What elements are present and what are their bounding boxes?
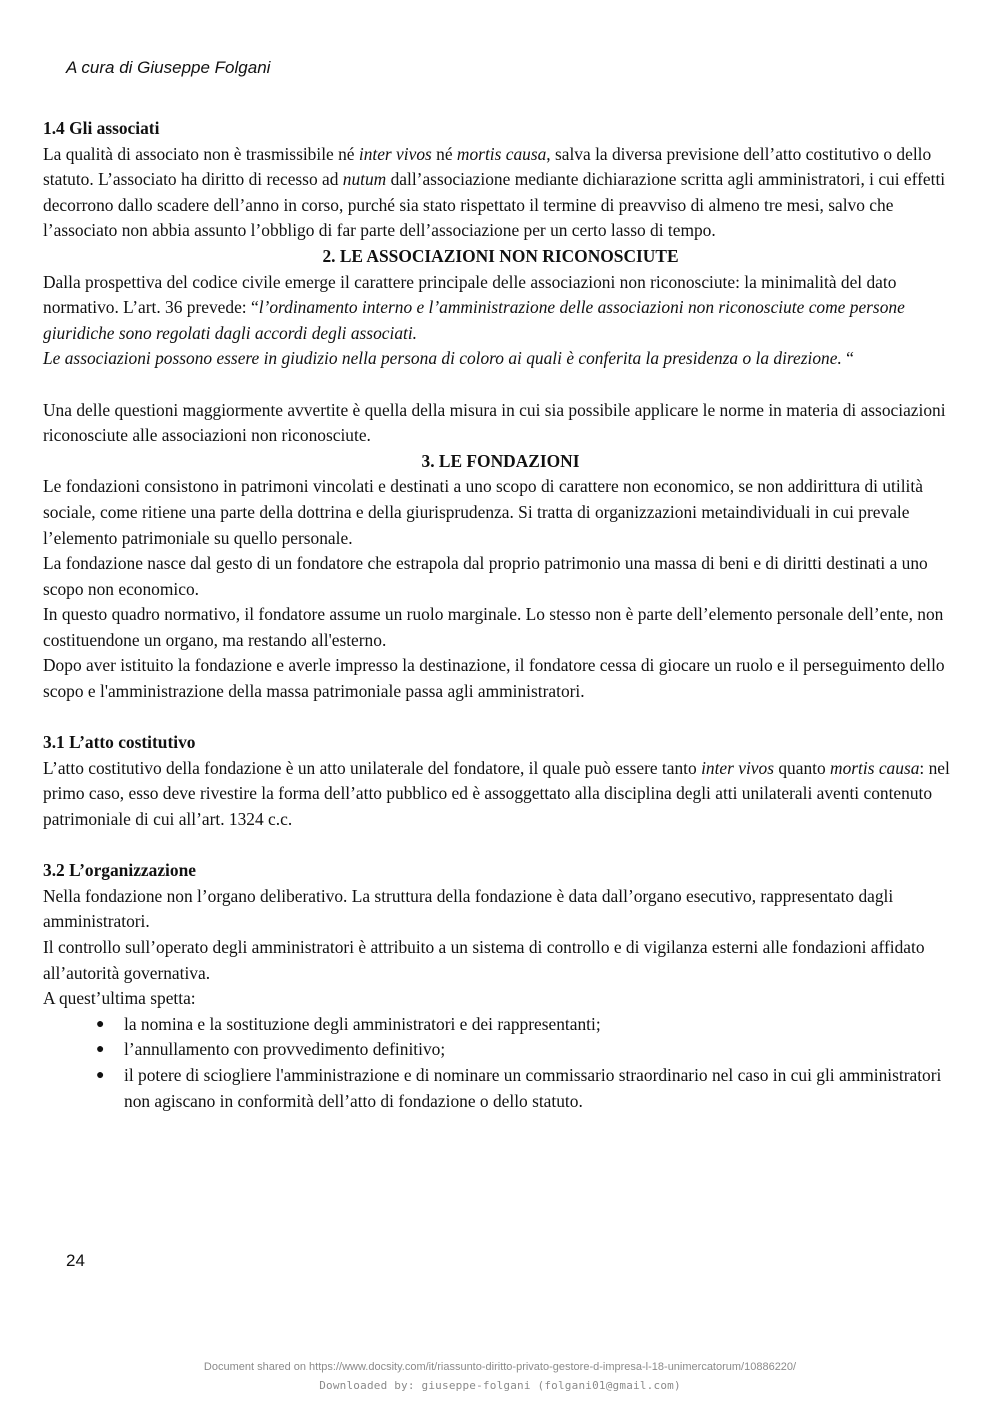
paragraph-associati: La qualità di associato non è trasmissibile né inter vivos né mortis causa, salva la diversa previsione dell’atto costitutivo o dello statuto. L’associato ha diritto di recesso ad nutum dall’associazione mediante dichiarazione scritta agli amministratori, i cui effetti decorrono dallo scadere dell’anno in corso, purché sia stato rispettato il termine di preavviso di almeno tre mesi, salvo che l’associato non abbia assunto l’obbligo di far parte dell’associazione per un certo lasso di tempo. [43,143,946,241]
paragraph-fondazioni-4: Dopo aver istituito la fondazione e averle impresso la destinazione, il fondatore cessa di giocare un ruolo e il perseguimento dello scopo e l'amministrazione della massa patrimoniale passa agli amministratori. [43,655,945,702]
section-heading-3: 3. LE FONDAZIONI [421,450,580,471]
paragraph-organizzazione-2: Il controllo sull’operato degli amministratori è attribuito a un sistema di controllo e di vigilanza esterni alle fondazioni affidato all’autorità governativa. [43,937,925,983]
paragraph-organizzazione-3: A quest’ultima spetta: [43,988,196,1009]
paragraph-fondazioni-3: In questo quadro normativo, il fondatore assume un ruolo marginale. Lo stesso non è parte dell’elemento personale dell’ente, non costituendone un organo, ma restando all'esterno. [43,604,944,650]
footer-downloaded-by: Downloaded by: giuseppe-folgani (folgani01@gmail.com) [319,1379,681,1392]
paragraph-fondazioni-1: Le fondazioni consistono in patrimoni vincolati e destinati a uno scopo di carattere non economico, se non addirittura di utilità sociale, come ritiene una parte della dottrina e della giurisprudenza. Si tratta di organizzazioni metaindividuali in cui prevale l’elemento patrimoniale su quello personale. [43,476,923,548]
paragraph-atto-costitutivo: L’atto costitutivo della fondazione è un atto unilaterale del fondatore, il quale può essere tanto inter vivos quanto mortis causa: nel primo caso, esso deve rivestire la forma dell’atto pubblico ed è assoggettato alla disciplina degli atti unilaterali aventi contenuto patrimoniale di cui all’art. 1324 c.c. [43,757,950,830]
paragraph-art-36-quote: Le associazioni possono essere in giudizio nella persona di coloro ai quali è conferita la presidenza o la direzione. “ [43,348,854,369]
paragraph-fondazioni-2: La fondazione nasce dal gesto di un fondatore che estrapola dal proprio patrimonio una massa di beni e di diritti destinati a uno scopo non economico. [43,553,928,599]
paragraph-organizzazione-1: Nella fondazione non l’organo deliberativo. La struttura della fondazione è data dall’organo esecutivo, rappresentato dagli amministratori. [43,885,894,932]
section-heading-2: 2. LE ASSOCIAZIONI NON RICONOSCIUTE [322,245,679,266]
page-number: 24 [66,1251,85,1270]
bullet-icon: ● [96,1067,105,1083]
footer-shared-link[interactable]: Document shared on https://www.docsity.com/it/riassunto-diritto-privato-gestore-d-impresa-l-18-unimercatorum/10886220/ [203,1361,797,1373]
list-item: ● la nomina e la sostituzione degli amministratori e dei rappresentanti; [43,1012,958,1038]
list-item: ● l’annullamento con provvedimento definitivo; [43,1037,958,1063]
paragraph-questioni: Una delle questioni maggiormente avvertite è quella della misura in cui sia possibile applicare le norme in materia di associazioni riconosciute alle associazioni non riconosciute. [43,399,946,446]
page-header-author: A cura di Giuseppe Folgani [66,58,271,77]
bullet-list [43,1012,958,1114]
spacer [43,833,958,859]
spacer [43,705,958,731]
spacer [43,372,958,398]
section-heading-3-2: 3.2 L’organizzazione [43,860,196,881]
bullet-icon: ● [96,1016,105,1032]
section-heading-3-1: 3.1 L’atto costitutivo [43,732,196,753]
bullet-icon: ● [96,1042,105,1058]
list-item: ● il potere di sciogliere l'amministrazione e di nominare un commissario straordinario nel caso in cui gli amministratori non agiscano in conformità dell’atto di fondazione o dello statuto. [96,1064,942,1111]
paragraph-art-36: Dalla prospettiva del codice civile emerge il carattere principale delle associazioni non riconosciute: la minimalità del dato normativo. L’art. 36 prevede: “l’ordinamento interno e l’amministrazione delle associazioni non riconosciute come persone giuridiche sono regolati dagli accordi degli associati. [43,271,905,343]
document-body [43,116,958,1114]
section-heading-1-4: 1.4 Gli associati [43,118,160,138]
